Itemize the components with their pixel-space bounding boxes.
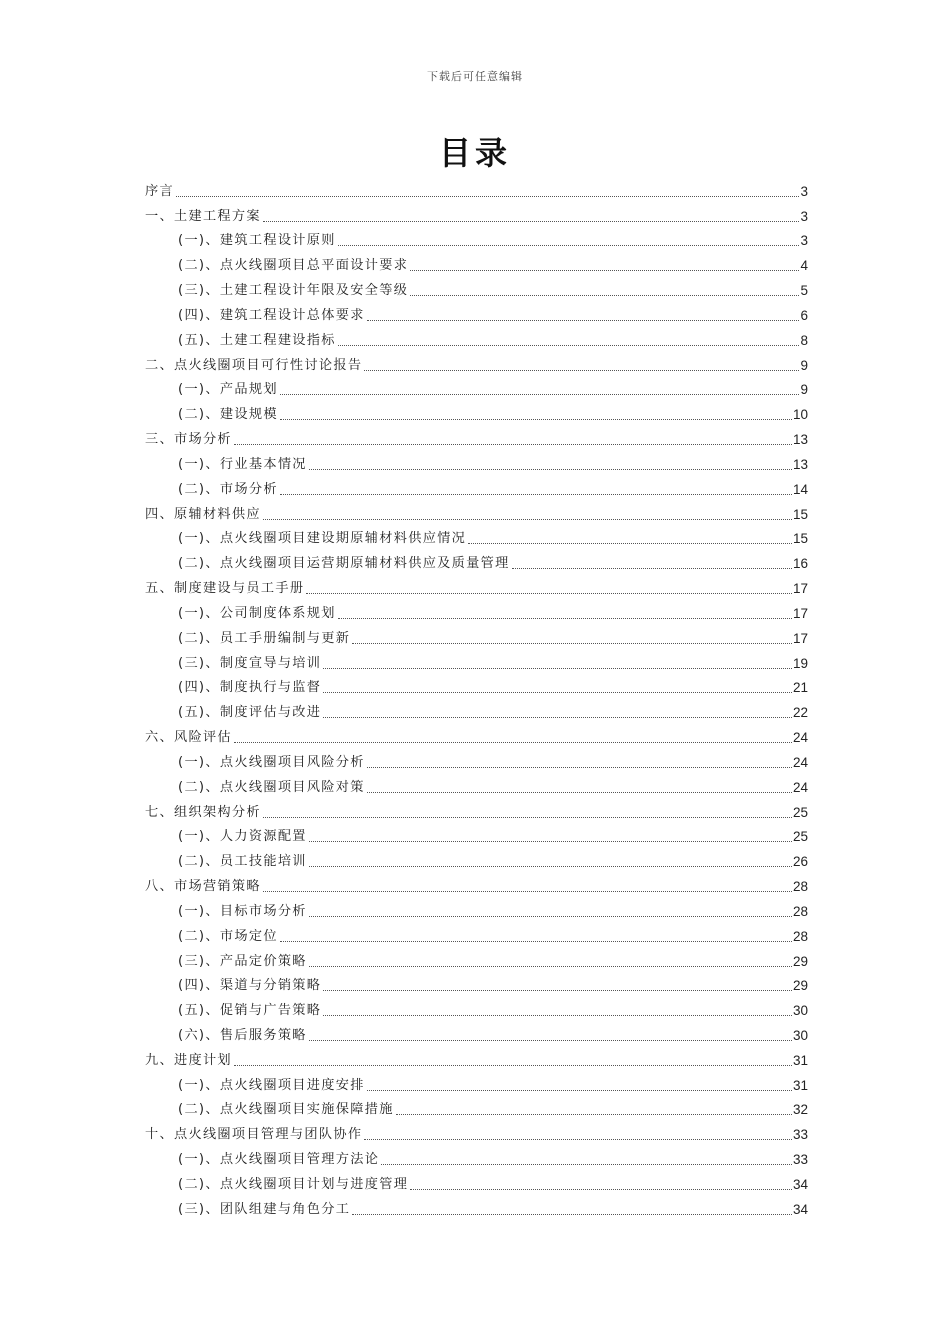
toc-dot-leader (396, 1114, 792, 1115)
toc-page-number: 10 (792, 407, 808, 423)
toc-dot-leader (306, 593, 792, 594)
toc-entry[interactable] (145, 474, 808, 499)
toc-entry-text: (二)、市场分析 (178, 481, 278, 497)
toc-dot-leader (410, 295, 799, 296)
toc-entry-text: (一)、点火线圈项目建设期原辅材料供应情况 (178, 531, 467, 547)
toc-dot-leader (280, 419, 792, 420)
toc-page-number: 13 (792, 456, 808, 472)
toc-entry[interactable] (145, 673, 808, 698)
toc-entry-text: 序言 (145, 183, 174, 199)
toc-dot-leader (176, 196, 800, 197)
toc-dot-leader (234, 742, 792, 743)
toc-entry[interactable] (145, 226, 808, 251)
toc-entry-text: (二)、建设规模 (178, 407, 278, 423)
toc-entry[interactable] (145, 1119, 808, 1144)
toc-page-number: 15 (792, 506, 808, 522)
toc-entry-text: (一)、产品规划 (178, 382, 278, 398)
toc-entry[interactable] (145, 399, 808, 424)
toc-entry-text: 九、进度计划 (145, 1052, 232, 1068)
toc-entry-text: (一)、人力资源配置 (178, 829, 307, 845)
toc-page-number: 24 (792, 730, 808, 746)
toc-page-number: 16 (792, 556, 808, 572)
toc-entry-text: (二)、员工手册编制与更新 (178, 630, 351, 646)
toc-dot-leader (309, 866, 792, 867)
toc-entry[interactable] (145, 846, 808, 871)
toc-entry-text: 十、点火线圈项目管理与团队协作 (145, 1127, 363, 1143)
toc-dot-leader (263, 891, 792, 892)
toc-dot-leader (352, 643, 792, 644)
toc-entry[interactable] (145, 772, 808, 797)
table-of-contents (145, 176, 808, 1219)
toc-page-number: 13 (792, 432, 808, 448)
toc-dot-leader (512, 568, 792, 569)
toc-page-number: 17 (792, 581, 808, 597)
toc-entry-text: (三)、土建工程设计年限及安全等级 (178, 283, 409, 299)
toc-page-number: 34 (792, 1201, 808, 1217)
toc-dot-leader (280, 941, 792, 942)
toc-page-number: 3 (800, 183, 808, 199)
toc-entry-text: (三)、团队组建与角色分工 (178, 1201, 351, 1217)
toc-page-number: 14 (792, 481, 808, 497)
toc-entry-text: (一)、点火线圈项目管理方法论 (178, 1152, 380, 1168)
toc-entry-text: (五)、土建工程建设指标 (178, 332, 336, 348)
toc-entry[interactable] (145, 896, 808, 921)
toc-page-number: 33 (792, 1152, 808, 1168)
toc-entry[interactable] (145, 971, 808, 996)
toc-entry-text: (六)、售后服务策略 (178, 1027, 307, 1043)
toc-entry[interactable] (145, 325, 808, 350)
toc-page-number: 25 (792, 829, 808, 845)
toc-entry[interactable] (145, 176, 808, 201)
header-note: 下载后可任意编辑 (427, 70, 523, 83)
toc-page-number: 32 (792, 1102, 808, 1118)
toc-entry-text: (二)、点火线圈项目风险对策 (178, 779, 365, 795)
toc-entry[interactable] (145, 524, 808, 549)
toc-page-number: 21 (792, 680, 808, 696)
toc-page-number: 4 (800, 258, 808, 274)
toc-entry-text: (一)、目标市场分析 (178, 903, 307, 919)
toc-page-number: 31 (792, 1077, 808, 1093)
toc-entry-text: 五、制度建设与员工手册 (145, 581, 305, 597)
toc-dot-leader (468, 543, 792, 544)
toc-entry-text: (一)、公司制度体系规划 (178, 605, 336, 621)
toc-page-number: 9 (800, 357, 808, 373)
toc-entry-text: 二、点火线圈项目可行性讨论报告 (145, 357, 363, 373)
toc-dot-leader (309, 1040, 792, 1041)
toc-entry[interactable] (145, 548, 808, 573)
toc-entry-text: (二)、点火线圈项目实施保障措施 (178, 1102, 394, 1118)
toc-entry-text: (五)、制度评估与改进 (178, 705, 322, 721)
toc-entry-text: (一)、点火线圈项目进度安排 (178, 1077, 365, 1093)
toc-page-number: 28 (792, 928, 808, 944)
toc-dot-leader (263, 817, 792, 818)
toc-page-number: 28 (792, 903, 808, 919)
toc-page-number: 3 (800, 233, 808, 249)
toc-entry[interactable] (145, 747, 808, 772)
toc-entry-text: (一)、点火线圈项目风险分析 (178, 754, 365, 770)
toc-entry-text: (五)、促销与广告策略 (178, 1003, 322, 1019)
toc-entry[interactable] (145, 871, 808, 896)
toc-dot-leader (338, 618, 792, 619)
toc-dot-leader (323, 668, 792, 669)
toc-entry[interactable] (145, 1070, 808, 1095)
toc-entry[interactable] (145, 797, 808, 822)
toc-entry-text: (二)、点火线圈项目计划与进度管理 (178, 1176, 409, 1192)
toc-dot-leader (309, 966, 792, 967)
toc-entry-text: (二)、员工技能培训 (178, 854, 307, 870)
toc-entry-text: 四、原辅材料供应 (145, 506, 261, 522)
toc-page-number: 30 (792, 1003, 808, 1019)
page-title: 目录 (438, 134, 511, 172)
toc-page-number: 8 (800, 332, 808, 348)
toc-entry[interactable] (145, 822, 808, 847)
toc-dot-leader (367, 792, 792, 793)
toc-page-number: 19 (792, 655, 808, 671)
toc-entry[interactable] (145, 1194, 808, 1219)
toc-entry-text: (四)、建筑工程设计总体要求 (178, 307, 365, 323)
toc-entry[interactable] (145, 921, 808, 946)
toc-entry[interactable] (145, 499, 808, 524)
toc-dot-leader (309, 469, 792, 470)
toc-entry-text: 八、市场营销策略 (145, 879, 261, 895)
toc-entry[interactable] (145, 598, 808, 623)
toc-entry[interactable] (145, 350, 808, 375)
toc-dot-leader (367, 1090, 792, 1091)
toc-dot-leader (280, 394, 800, 395)
toc-dot-leader (367, 320, 800, 321)
toc-dot-leader (323, 692, 792, 693)
toc-dot-leader (338, 345, 800, 346)
toc-entry[interactable] (145, 946, 808, 971)
toc-page-number: 31 (792, 1052, 808, 1068)
toc-entry[interactable] (145, 1144, 808, 1169)
toc-entry[interactable] (145, 1169, 808, 1194)
toc-page-number: 30 (792, 1027, 808, 1043)
toc-dot-leader (309, 841, 792, 842)
toc-entry[interactable] (145, 424, 808, 449)
toc-page-number: 9 (800, 382, 808, 398)
toc-entry-text: (四)、渠道与分销策略 (178, 978, 322, 994)
toc-entry-text: (三)、产品定价策略 (178, 953, 307, 969)
toc-entry-text: 一、土建工程方案 (145, 208, 261, 224)
toc-page-number: 6 (800, 307, 808, 323)
toc-dot-leader (234, 1065, 792, 1066)
toc-entry[interactable] (145, 275, 808, 300)
toc-dot-leader (364, 370, 799, 371)
toc-entry[interactable] (145, 300, 808, 325)
toc-page-number: 29 (792, 953, 808, 969)
toc-entry[interactable] (145, 648, 808, 673)
toc-dot-leader (309, 916, 792, 917)
toc-page-number: 17 (792, 605, 808, 621)
toc-dot-leader (364, 1139, 792, 1140)
toc-dot-leader (280, 494, 792, 495)
toc-entry[interactable] (145, 995, 808, 1020)
toc-entry[interactable] (145, 722, 808, 747)
toc-page-number: 33 (792, 1127, 808, 1143)
toc-page-number: 15 (792, 531, 808, 547)
toc-entry[interactable] (145, 250, 808, 275)
toc-dot-leader (263, 519, 792, 520)
toc-entry-text: (二)、市场定位 (178, 928, 278, 944)
toc-dot-leader (234, 444, 792, 445)
toc-entry-text: (二)、点火线圈项目总平面设计要求 (178, 258, 409, 274)
toc-entry[interactable] (145, 375, 808, 400)
toc-dot-leader (263, 221, 800, 222)
toc-entry[interactable] (145, 697, 808, 722)
toc-entry-text: (三)、制度宣导与培训 (178, 655, 322, 671)
toc-entry[interactable] (145, 573, 808, 598)
toc-entry-text: 三、市场分析 (145, 432, 232, 448)
toc-dot-leader (410, 270, 799, 271)
toc-entry[interactable] (145, 623, 808, 648)
toc-entry-text: (一)、建筑工程设计原则 (178, 233, 336, 249)
toc-page-number: 34 (792, 1176, 808, 1192)
toc-entry-text: (四)、制度执行与监督 (178, 680, 322, 696)
toc-page-number: 24 (792, 754, 808, 770)
toc-page-number: 28 (792, 879, 808, 895)
toc-page-number: 26 (792, 854, 808, 870)
toc-dot-leader (323, 990, 792, 991)
toc-entry[interactable] (145, 449, 808, 474)
toc-dot-leader (323, 717, 792, 718)
toc-page-number: 3 (800, 208, 808, 224)
toc-entry-text: 六、风险评估 (145, 730, 232, 746)
toc-page-number: 24 (792, 779, 808, 795)
toc-entry[interactable] (145, 1095, 808, 1120)
toc-dot-leader (410, 1189, 792, 1190)
toc-entry-text: (二)、点火线圈项目运营期原辅材料供应及质量管理 (178, 556, 510, 572)
toc-entry[interactable] (145, 201, 808, 226)
toc-dot-leader (338, 245, 800, 246)
toc-dot-leader (323, 1015, 792, 1016)
toc-entry[interactable] (145, 1045, 808, 1070)
toc-entry-text: (一)、行业基本情况 (178, 456, 307, 472)
toc-page-number: 22 (792, 705, 808, 721)
toc-page-number: 29 (792, 978, 808, 994)
toc-page-number: 17 (792, 630, 808, 646)
toc-entry-text: 七、组织架构分析 (145, 804, 261, 820)
toc-page-number: 5 (800, 283, 808, 299)
toc-dot-leader (381, 1164, 792, 1165)
toc-dot-leader (352, 1214, 792, 1215)
toc-dot-leader (367, 767, 792, 768)
toc-entry[interactable] (145, 1020, 808, 1045)
toc-page-number: 25 (792, 804, 808, 820)
